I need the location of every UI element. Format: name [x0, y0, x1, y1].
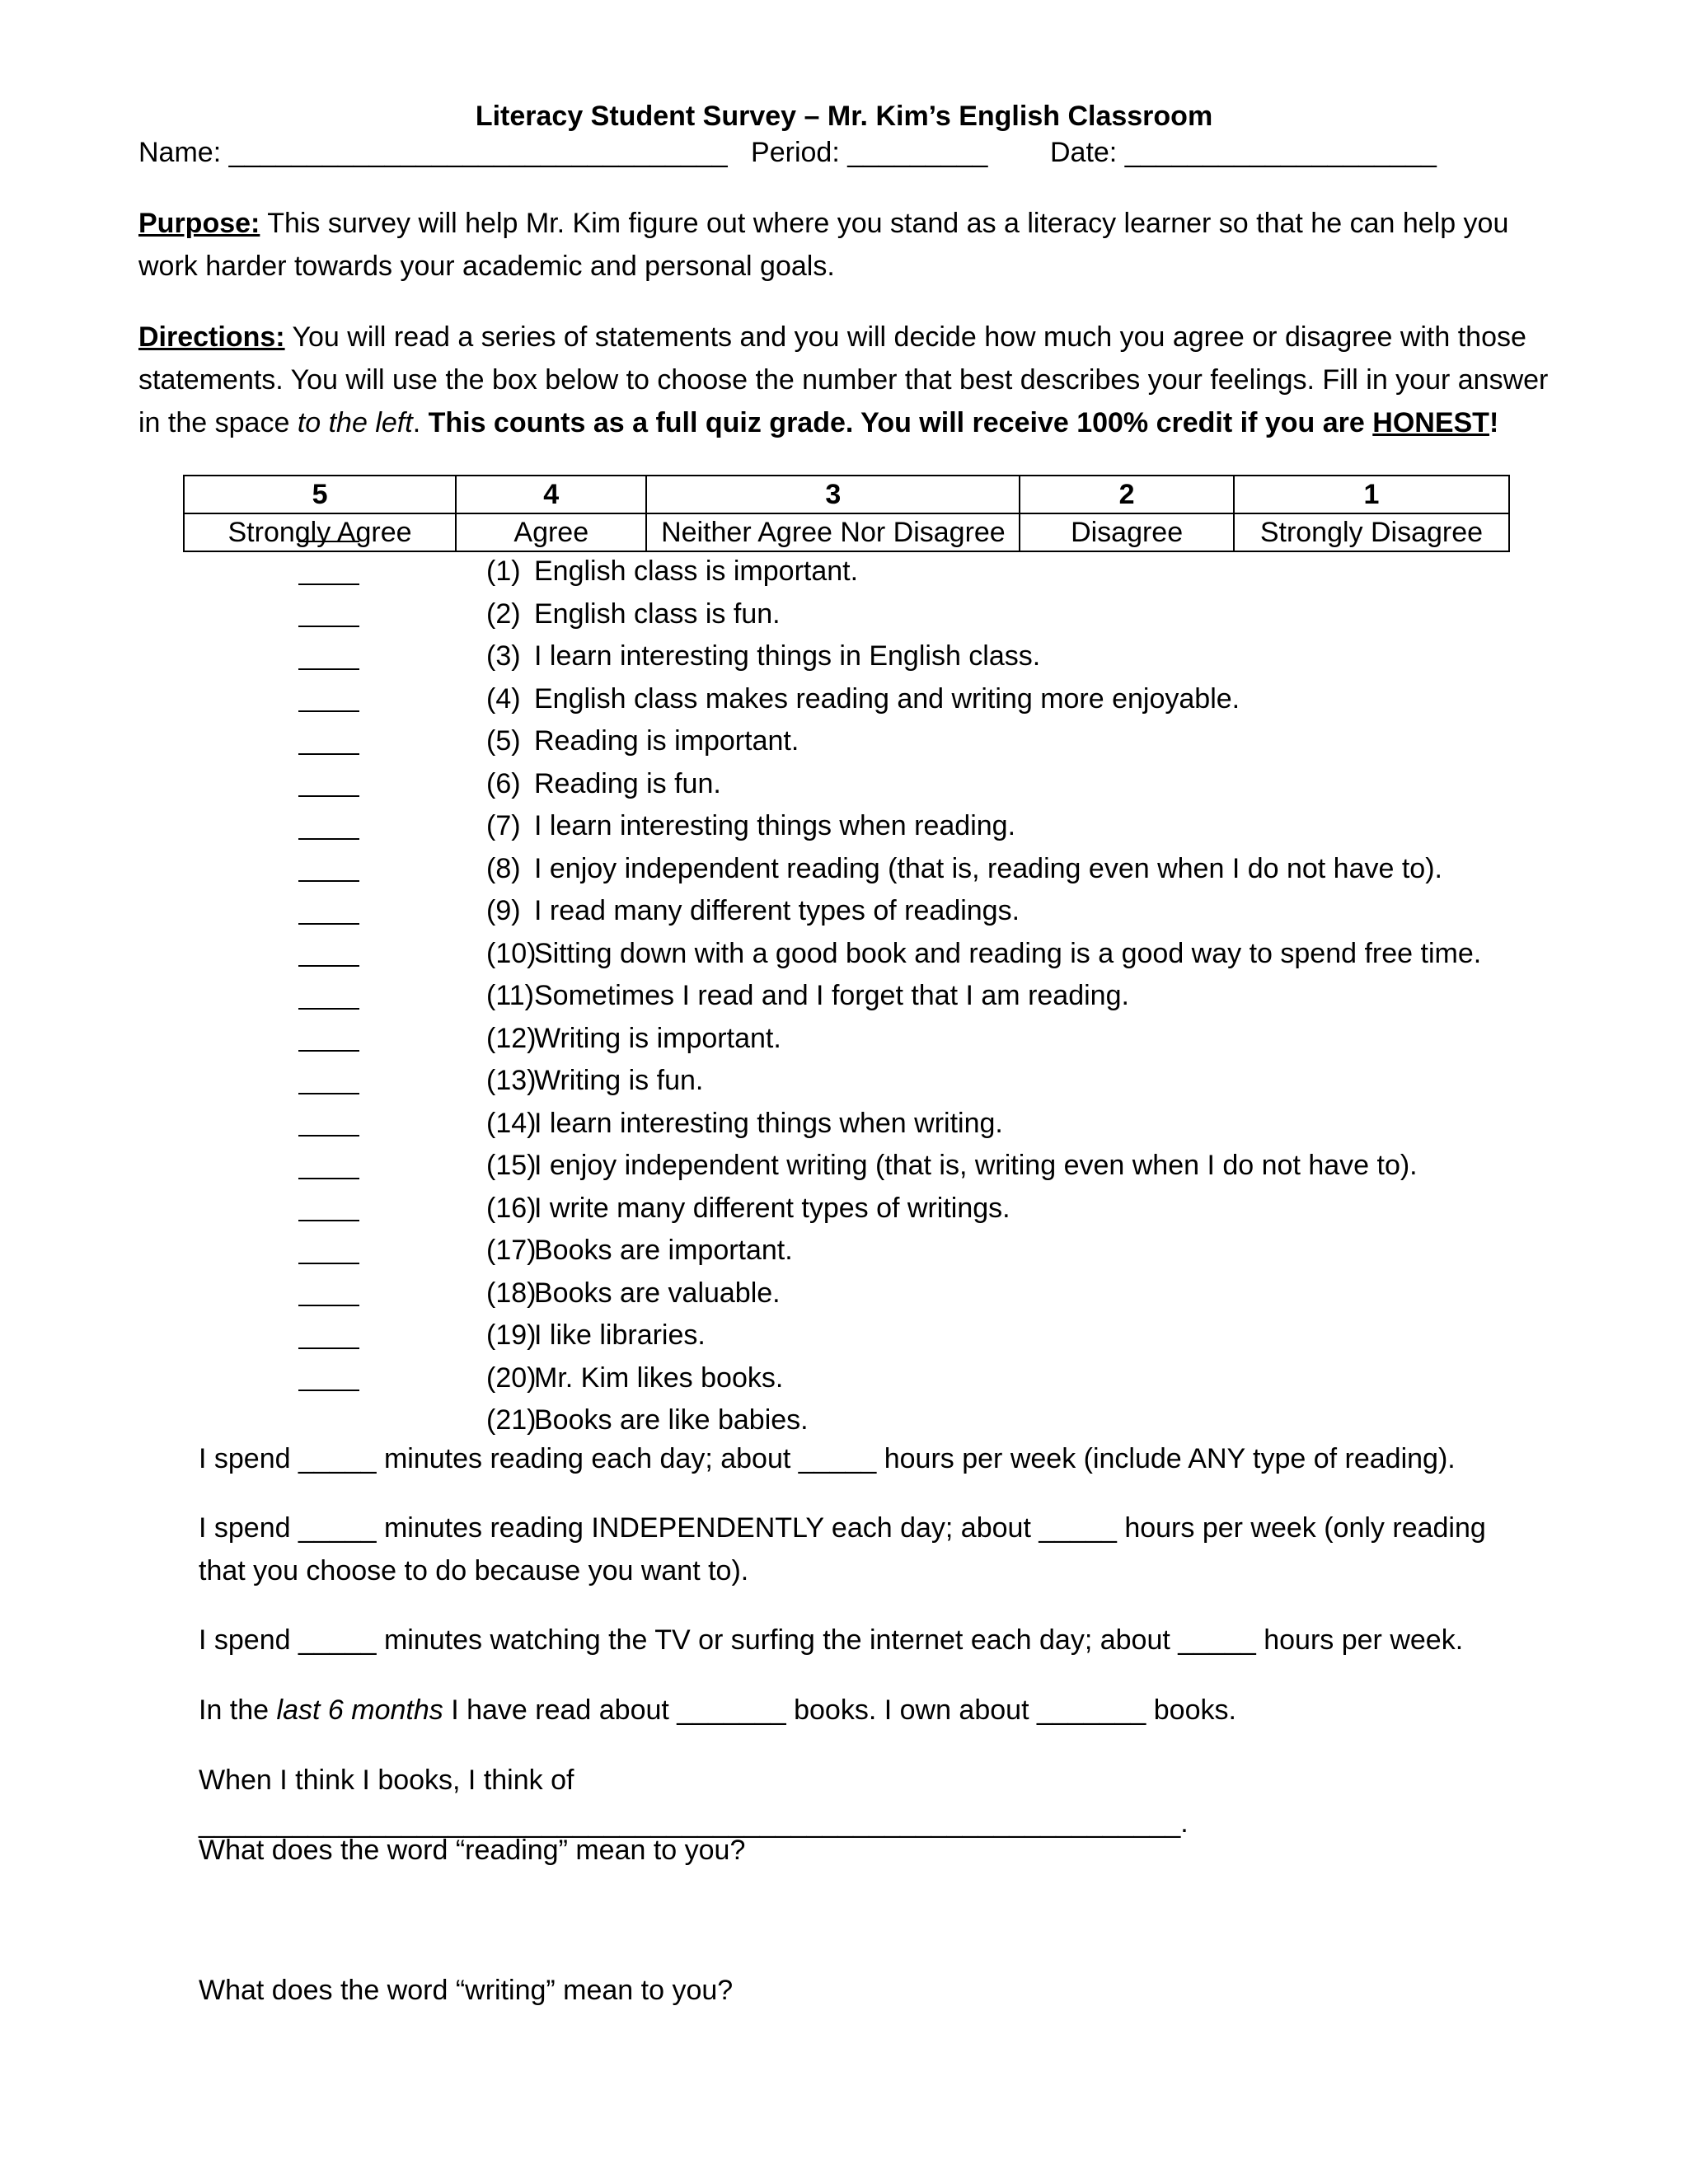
- statement-text: Books are like babies.: [534, 1404, 809, 1436]
- statement-row: [0, 848, 1688, 891]
- statement-number: (12): [486, 1022, 537, 1054]
- statement-text: English class makes reading and writing more enjoyable.: [534, 682, 1240, 715]
- books-read-period: last 6 months: [276, 1694, 443, 1726]
- scale-label: Strongly Agree: [184, 513, 456, 551]
- statement-row: [0, 1315, 1688, 1357]
- statement-number: (10): [486, 937, 537, 969]
- statement-row: [0, 1357, 1688, 1400]
- statement-number: (7): [486, 810, 521, 841]
- statement-number: (9): [486, 895, 521, 926]
- statement-number: (20): [486, 1361, 537, 1394]
- statement-text: I learn interesting things when reading.: [534, 810, 1016, 841]
- statement-number: (19): [486, 1319, 537, 1351]
- statement-row: [0, 635, 1688, 678]
- statement-text: I like libraries.: [534, 1319, 706, 1351]
- books-association-question: When I think I books, I think of _______________________________________________________________.: [199, 1765, 1189, 1839]
- scale-values-row: [184, 476, 1509, 513]
- statement-number: (1): [486, 555, 521, 587]
- screen-time-question: I spend _____ minutes watching the TV or surfing the internet each day; about _____ hours per week.: [199, 1624, 1464, 1656]
- statement-row: [0, 1103, 1688, 1146]
- page-title: Literacy Student Survey – Mr. Kim’s English Classroom: [475, 101, 1213, 132]
- statement-row: [0, 805, 1688, 848]
- name-field[interactable]: ________________________________: [228, 137, 728, 168]
- purpose-text: This survey will help Mr. Kim figure out where you stand as a literacy learner so that he can help you work harder towards your academic and personal goals.: [138, 208, 1509, 282]
- independent-reading-question: I spend _____ minutes reading INDEPENDENTLY each day; about _____ hours per week (only reading that you choose to do because you want to).: [199, 1512, 1486, 1586]
- reading-meaning-question: What does the word “reading” mean to you?: [199, 1835, 746, 1866]
- statement-text: I learn interesting things when writing.: [534, 1107, 1003, 1139]
- statement-row: [0, 551, 1688, 593]
- statement-row: [0, 975, 1688, 1018]
- statement-text: I learn interesting things in English class.: [534, 640, 1041, 672]
- scale-value: 4: [456, 476, 646, 513]
- books-read-question: [199, 1689, 1517, 1732]
- statement-text: Reading is important.: [534, 725, 799, 757]
- scale-value: 2: [1020, 476, 1234, 513]
- statement-row: [0, 1188, 1688, 1230]
- statement-text: Books are valuable.: [534, 1277, 781, 1309]
- statement-number: (8): [486, 852, 521, 884]
- scale-value: 5: [184, 476, 456, 513]
- reading-minutes-question: I spend _____ minutes reading each day; about _____ hours per week (include ANY type of reading).: [199, 1443, 1456, 1474]
- writing-meaning-question: What does the word “writing” mean to you?: [199, 1975, 734, 2006]
- statement-row: [0, 1399, 1688, 1442]
- honest-emphasis: HONEST: [1372, 407, 1489, 438]
- statement-row: [0, 720, 1688, 763]
- scale-label: Disagree: [1020, 513, 1234, 551]
- statement-text: Books are important.: [534, 1235, 793, 1266]
- date-field[interactable]: ____________________: [1124, 137, 1437, 168]
- student-info-line: [138, 137, 1437, 169]
- statement-number: (16): [486, 1192, 537, 1224]
- statement-row: [0, 678, 1688, 721]
- statement-number: (2): [486, 598, 521, 630]
- directions-label: Directions:: [138, 321, 285, 353]
- statement-number: (13): [486, 1065, 537, 1096]
- directions-paragraph: [138, 316, 1556, 444]
- statement-row: [0, 1060, 1688, 1103]
- statement-text: Sitting down with a good book and reading is a good way to spend free time.: [534, 937, 1482, 969]
- statement-number: (17): [486, 1235, 537, 1266]
- period-field[interactable]: _________: [847, 137, 988, 168]
- statement-text: I read many different types of readings.: [534, 895, 1020, 926]
- statement-text: I enjoy independent reading (that is, reading even when I do not have to).: [534, 852, 1442, 884]
- directions-bold: This counts as a full quiz grade. You will receive 100% credit if you are: [428, 407, 1365, 438]
- statement-text: I enjoy independent writing (that is, writing even when I do not have to).: [534, 1150, 1418, 1181]
- statement-number: (18): [486, 1277, 537, 1309]
- scale-label: Strongly Disagree: [1234, 513, 1509, 551]
- statement-text: I write many different types of writings.: [534, 1192, 1010, 1224]
- directions-italic: to the left: [297, 407, 413, 438]
- statement-number: (15): [486, 1150, 537, 1181]
- statement-text: English class is important.: [534, 555, 859, 587]
- survey-statements: [0, 551, 1688, 1442]
- statement-number: (3): [486, 640, 521, 672]
- statement-row: [0, 763, 1688, 806]
- statement-row: [0, 1018, 1688, 1061]
- statement-row: [0, 1230, 1688, 1272]
- statement-number: (6): [486, 767, 521, 799]
- scale-label: Neither Agree Nor Disagree: [646, 513, 1020, 551]
- statement-number: (14): [486, 1107, 537, 1139]
- directions-period: .: [412, 407, 421, 438]
- statement-row: [0, 593, 1688, 636]
- scale-value: 1: [1234, 476, 1509, 513]
- statement-row: [0, 1272, 1688, 1315]
- directions-exclaim: !: [1489, 407, 1499, 438]
- statement-text: Sometimes I read and I forget that I am reading.: [534, 980, 1129, 1011]
- scale-label: Agree: [456, 513, 646, 551]
- purpose-paragraph: [138, 202, 1556, 288]
- name-label: Name:: [138, 137, 222, 168]
- statement-row: [0, 933, 1688, 976]
- scale-labels-row: [184, 513, 1509, 551]
- statement-text: Mr. Kim likes books.: [534, 1361, 784, 1394]
- directions-text: You will read a series of statements and you will decide how much you agree or disagree with those statements. You will use the box below to choose the number that best describes your feelings. Fill in your answer in the space: [138, 321, 1549, 438]
- statement-number: (21): [486, 1404, 537, 1436]
- rating-scale-table: [183, 475, 1510, 552]
- period-label: Period:: [751, 137, 840, 168]
- books-read-prefix: In the: [199, 1694, 270, 1726]
- statement-number: (5): [486, 725, 521, 757]
- purpose-label: Purpose:: [138, 208, 260, 239]
- statement-text: Writing is important.: [534, 1022, 781, 1054]
- books-read-rest: I have read about _______ books. I own about _______ books.: [451, 1694, 1236, 1726]
- statement-number: (4): [486, 682, 521, 715]
- date-label: Date:: [1049, 137, 1118, 168]
- statement-text: English class is fun.: [534, 598, 781, 630]
- scale-value: 3: [646, 476, 1020, 513]
- statement-row: [0, 1145, 1688, 1188]
- statement-row: [0, 890, 1688, 933]
- statement-number: (11): [486, 980, 534, 1011]
- statement-text: Writing is fun.: [534, 1065, 704, 1096]
- statement-text: Reading is fun.: [534, 767, 721, 799]
